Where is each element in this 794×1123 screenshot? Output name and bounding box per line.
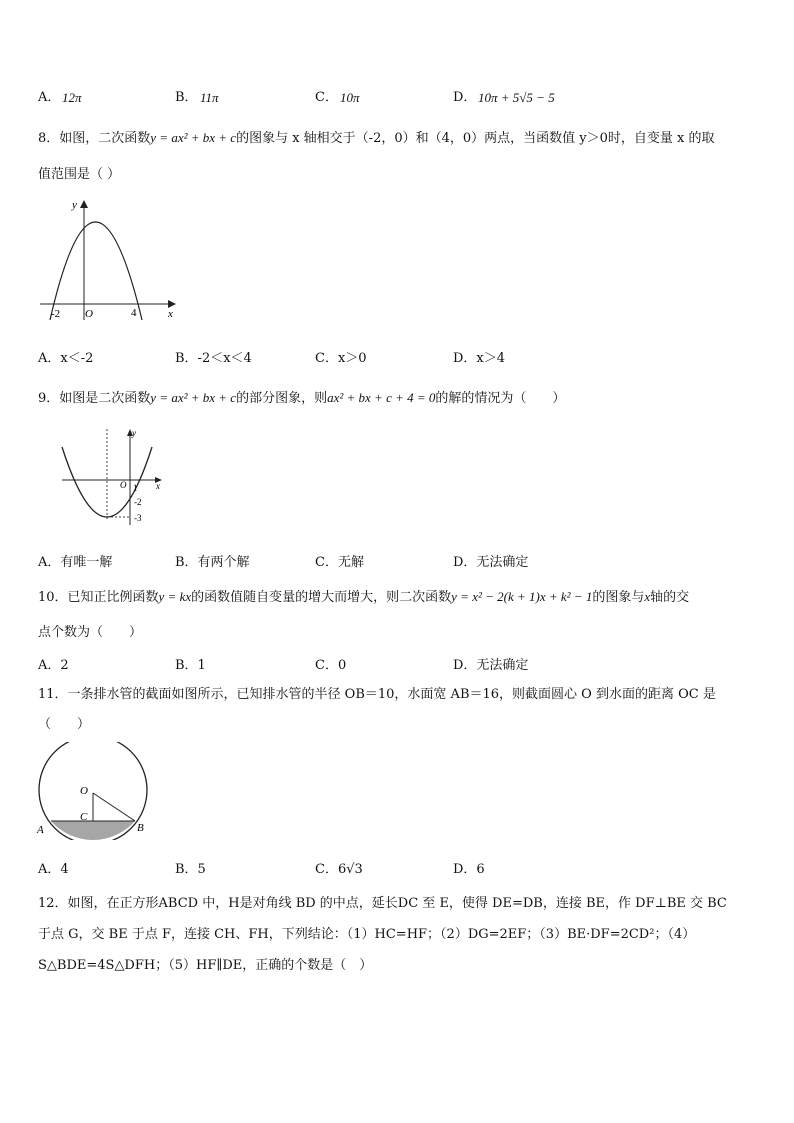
q7-option-d-letter: D．: [453, 90, 477, 105]
q9-option-c[interactable]: C．无解: [315, 555, 364, 570]
q11-option-b[interactable]: B．5: [175, 862, 206, 877]
q11-stem-line2: （ ）: [38, 717, 91, 732]
q7-option-c-letter: C．: [315, 90, 338, 105]
q11-label-c: C: [80, 811, 88, 823]
q11-option-a[interactable]: A．4: [38, 862, 69, 877]
q7-option-a-value: 12π: [62, 90, 82, 105]
q8-stem-line2: 值范围是（ ）: [38, 167, 121, 182]
q11-option-c[interactable]: C．6√3: [315, 862, 363, 877]
q11-label-o: O: [80, 785, 88, 797]
q7-option-c[interactable]: [315, 86, 338, 105]
q10-formula1: y = kx: [158, 589, 192, 604]
q11-stem-line1: 11．一条排水管的截面如图所示，已知排水管的半径 OB＝10，水面宽 AB＝16，则截面圆心 O 到水面的距离 OC 是: [38, 687, 716, 702]
q8-parabola-graph: [36, 196, 181, 324]
q7-option-a-letter: A．: [38, 90, 61, 105]
q8-label-4: 4: [131, 307, 137, 319]
q8-stem-line1: [38, 129, 715, 148]
q8-label-o: O: [85, 308, 93, 320]
q7-option-c-value: 10π: [340, 90, 360, 105]
q10-option-c[interactable]: C．0: [315, 658, 347, 673]
q8-x-arrow: [168, 300, 176, 308]
q11-segment-ob: [93, 793, 135, 821]
q8-option-c[interactable]: C．x＞0: [315, 351, 367, 366]
q7-option-a[interactable]: [38, 86, 60, 105]
q10-formula2: y = x² − 2(k + 1)x + k² − 1: [451, 589, 593, 604]
q9-text1: 9．如图是二次函数: [38, 391, 151, 406]
q8-option-b[interactable]: B．-2＜x＜4: [175, 351, 252, 366]
q8-label-y: y: [72, 199, 77, 211]
q10-text4: 轴的交: [650, 590, 690, 605]
q11-water-region: [51, 821, 135, 840]
q11-option-d[interactable]: D．6: [453, 862, 485, 877]
q9-formula1: y = ax² + bx + c: [150, 390, 237, 405]
q9-label-o: O: [120, 480, 127, 490]
q8-text2: 的图象与 x 轴相交于（-2，0）和（4，0）两点，当函数值 y＞0时，自变量 x 的取: [236, 131, 715, 146]
q10-text3: 的图象与: [592, 590, 645, 605]
q8-label-x: x: [168, 308, 173, 320]
q9-option-b[interactable]: B．有两个解: [175, 555, 250, 570]
q9-parabola-graph: [56, 425, 166, 527]
q10-stem-line2: 点个数为（ ）: [38, 625, 143, 640]
q9-label-1: 1: [133, 483, 138, 493]
q9-label-x: x: [156, 481, 160, 491]
q10-stem-line1: [38, 588, 689, 607]
q12-stem-line2: 于点 G，交 BE 于点 F，连接 CH、FH，下列结论：（1）HC=HF；（2）DG=2EF；（3）BE·DF=2CD²；（4）: [38, 927, 696, 942]
q12-stem-line3: S△BDE=4S△DFH；（5）HF∥DE，正确的个数是（ ）: [38, 958, 373, 973]
q9-option-d[interactable]: D．无法确定: [453, 555, 529, 570]
q10-option-a[interactable]: A．2: [38, 658, 69, 673]
q9-label-neg2: -2: [134, 497, 142, 507]
q11-label-b: B: [137, 822, 144, 834]
q8-y-arrow: [80, 200, 88, 208]
q9-formula2: ax² + bx + c + 4 = 0: [327, 390, 436, 405]
q10-xvar: x: [644, 589, 651, 604]
q11-pipe-diagram: [34, 742, 154, 840]
q9-text3: 的解的情况为（ ）: [435, 391, 566, 406]
q8-option-d[interactable]: D．x＞4: [453, 351, 506, 366]
q10-option-d[interactable]: D．无法确定: [453, 658, 529, 673]
q7-option-d-value: 10π + 5√5 − 5: [478, 90, 555, 105]
q8-text1: 8．如图，二次函数: [38, 131, 151, 146]
q11-label-a: A: [37, 824, 44, 836]
q9-label-neg3: -3: [134, 513, 142, 523]
q7-option-b-letter: B．: [175, 90, 198, 105]
q10-text2: 的函数值随自变量的增大而增大，则二次函数: [191, 590, 452, 605]
q8-option-a[interactable]: A．x＜-2: [38, 351, 94, 366]
q10-text1: 10．已知正比例函数: [38, 590, 159, 605]
q8-formula: y = ax² + bx + c: [150, 130, 237, 145]
q9-option-a[interactable]: A．有唯一解: [38, 555, 113, 570]
q10-option-b[interactable]: B．1: [175, 658, 206, 673]
q7-option-b[interactable]: [175, 86, 198, 105]
q7-option-b-value: 11π: [200, 90, 219, 105]
q9-stem: [38, 389, 565, 408]
q8-parabola: [50, 222, 142, 320]
q9-label-y: y: [132, 428, 136, 438]
q12-stem-line1: 12．如图，在正方形ABCD 中，H是对角线 BD 的中点，延长DC 至 E，使得 DE=DB，连接 BE，作 DF⊥BE 交 BC: [38, 896, 727, 911]
q7-option-d[interactable]: [453, 86, 476, 105]
q9-text2: 的部分图象，则: [236, 391, 328, 406]
q8-label-neg2: -2: [51, 308, 61, 320]
